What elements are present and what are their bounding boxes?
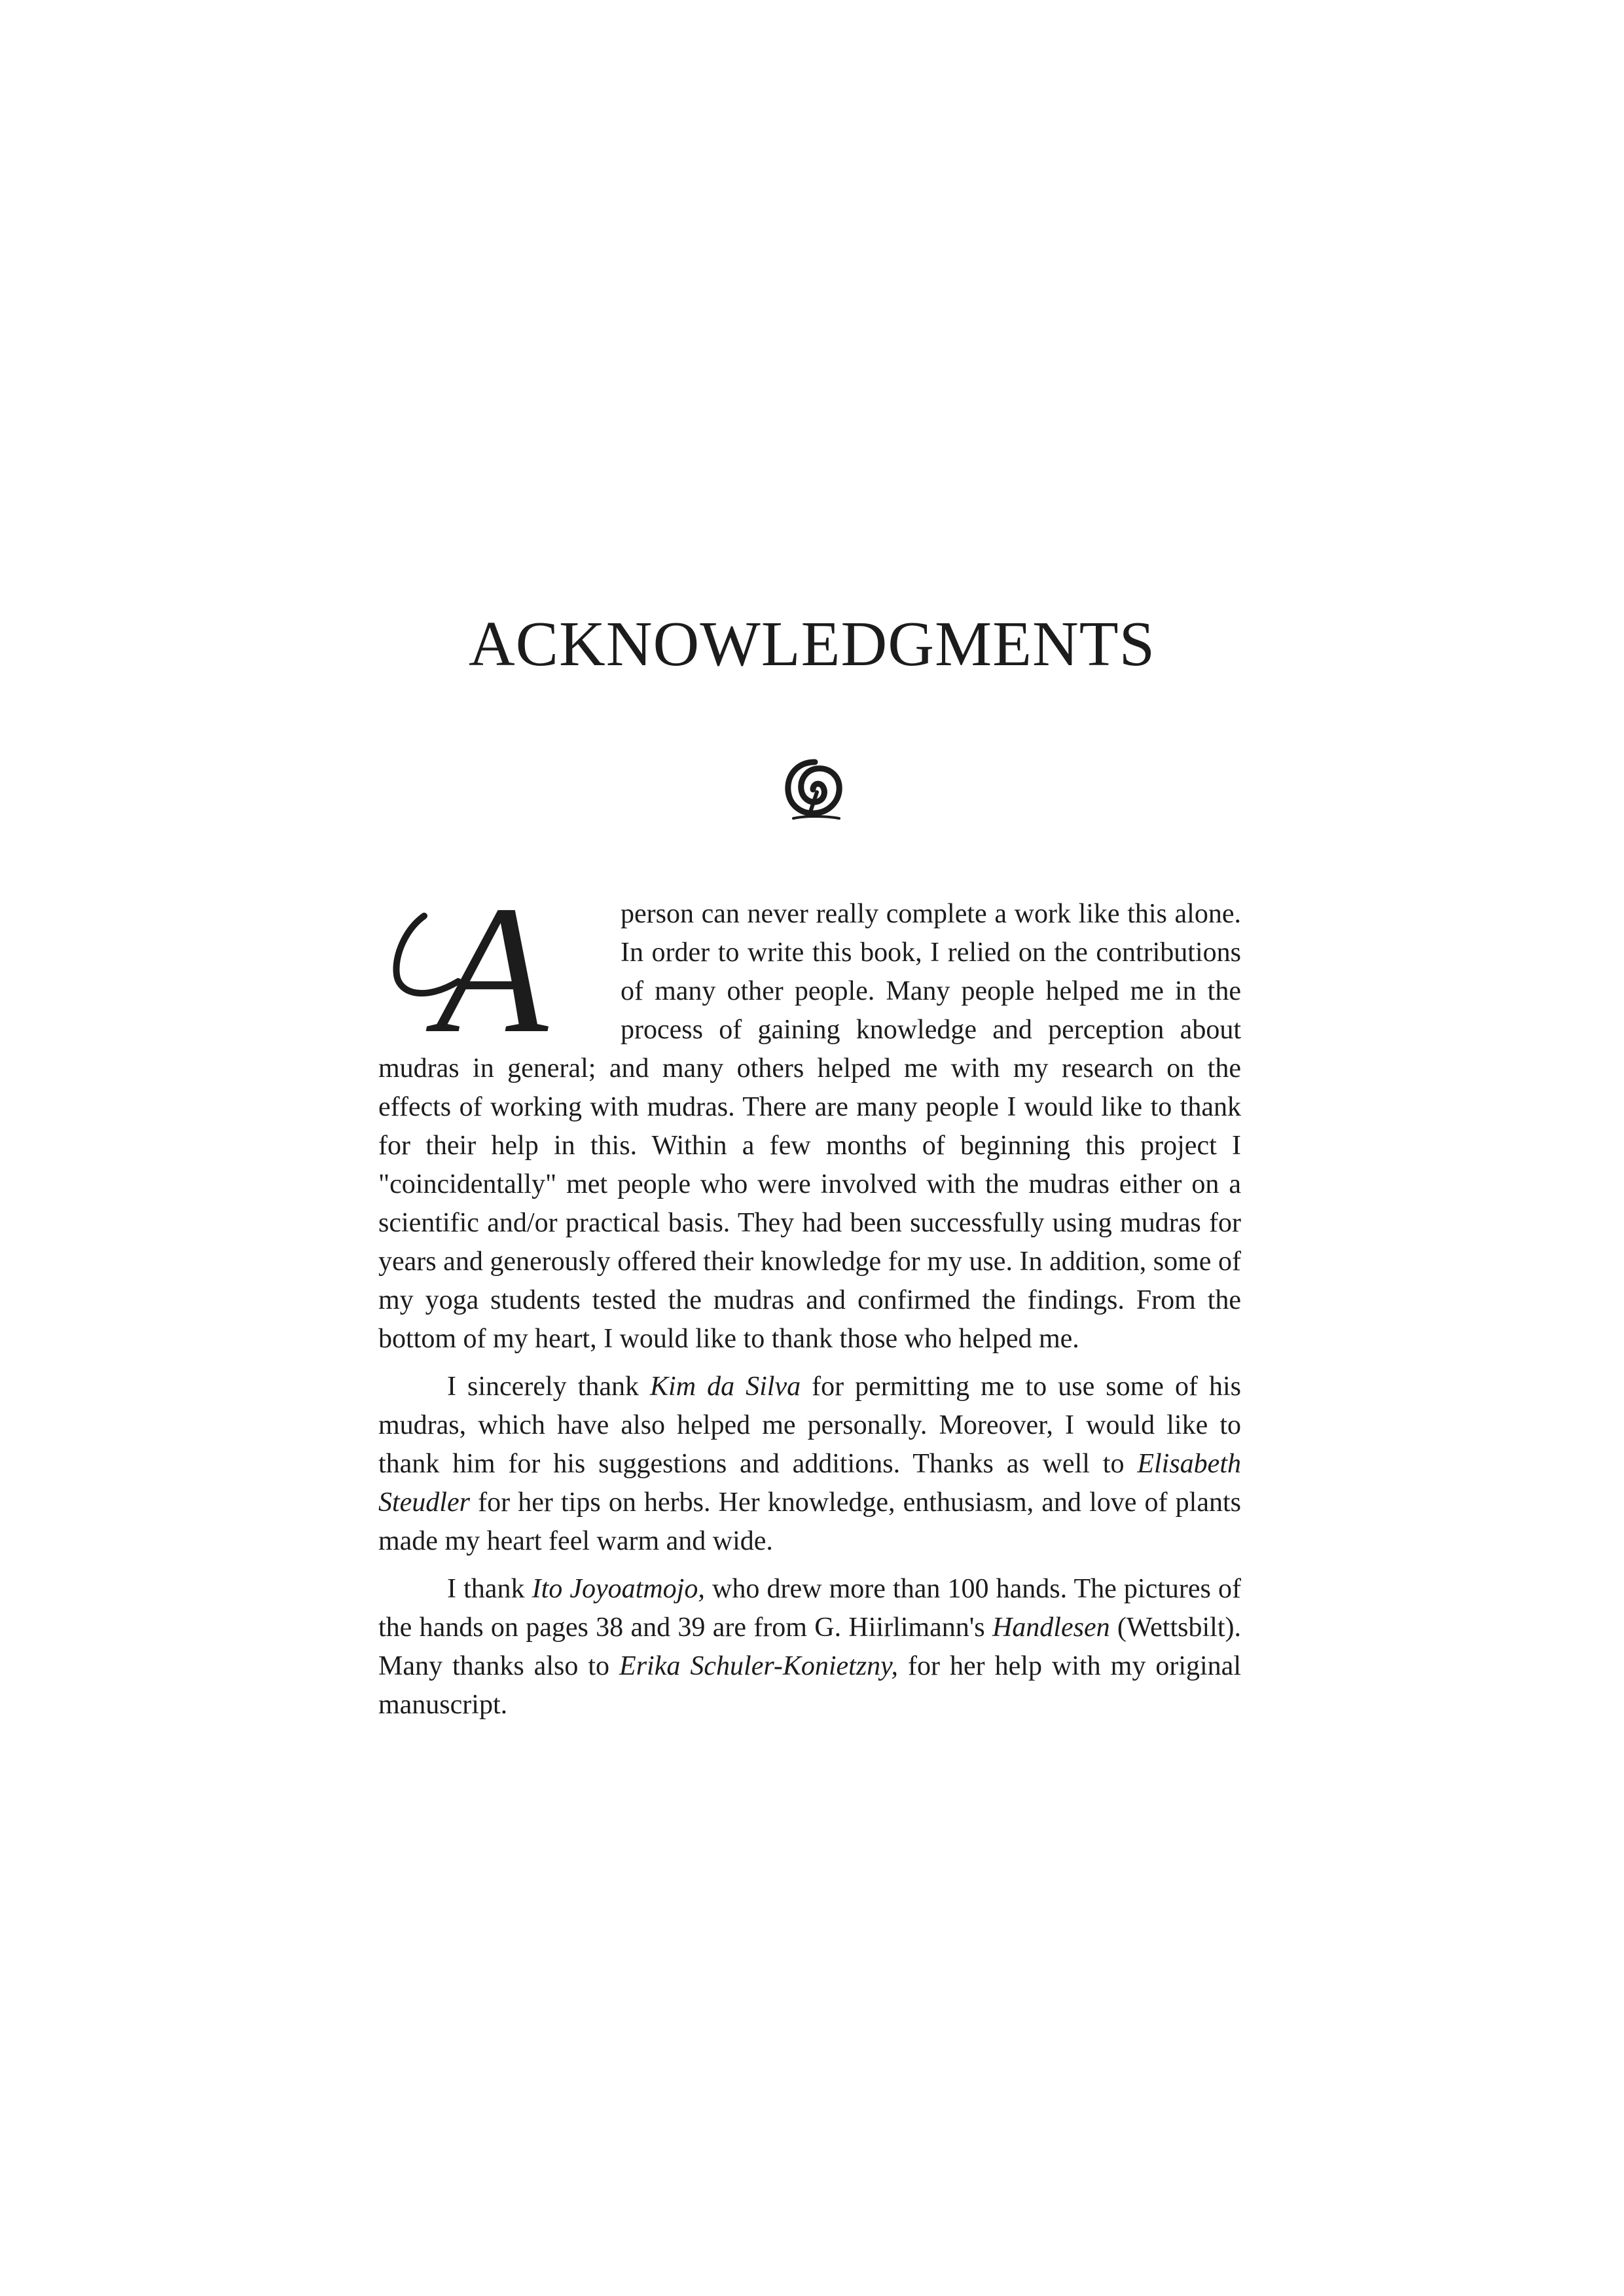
page-title: ACKNOWLEDGMENTS xyxy=(468,609,1156,680)
name-erika-schuler-konietzny: Erika Schuler-Konietzny, xyxy=(619,1651,898,1681)
book-title-handlesen: Handlesen xyxy=(992,1613,1110,1643)
spiral-ornament-icon xyxy=(779,753,851,825)
name-kim-da-silva: Kim da Silva xyxy=(650,1372,801,1402)
paragraph-2-text-2: for permitting me to use some of his mudras, which have also helped me personally. Moreover, I would like to thank him for his suggestions and additions. Thanks as well to xyxy=(378,1372,1241,1479)
drop-cap-letter: A xyxy=(436,867,549,1071)
name-ito-joyoatmojo: Ito Joyoatmojo, xyxy=(532,1574,705,1604)
paragraph-2-text-1: I sincerely thank xyxy=(447,1372,651,1402)
paragraph-2 xyxy=(378,1368,1241,1561)
paragraph-1-text: person can never really complete a work like this alone. In order to write this book, I relied on the contributions of many other people. Many people helped me in the process of gaining knowledge and perception about mudras in general; and many others helped me with my research on the effects of working with mudras. There are many people I would like to thank for their help in this. Within a few months of beginning this project I "coincidentally" met people who were involved with the mudras either on a scientific and/or practical basis. They had been successfully using mudras for years and generously offered their knowledge for my use. In addition, some of my yoga students tested the mudras and confirmed the findings. From the bottom of my heart, I would like to thank those who helped me. xyxy=(378,899,1241,1354)
drop-cap xyxy=(378,867,621,1071)
paragraph-3-text-2: who drew more than 100 hands. The pictures of the hands on pages 38 and 39 are from G. Hiirlimann's xyxy=(378,1574,1242,1643)
paragraph-2-text-3: for her tips on herbs. Her knowledge, enthusiasm, and love of plants made my heart feel warm and wide. xyxy=(378,1487,1241,1556)
name-elisabeth-steudler: Elisabeth Steudler xyxy=(378,1449,1241,1518)
paragraph-3-text-4: for her help with my original manuscript. xyxy=(378,1651,1241,1720)
paragraph-1 xyxy=(378,867,1241,1358)
acknowledgments-body xyxy=(378,867,1242,1724)
paragraph-3-text-3: (Wettsbilt). Many thanks also to xyxy=(378,1613,1241,1681)
paragraph-3-text-1: I thank xyxy=(447,1574,532,1604)
paragraph-3 xyxy=(378,1570,1241,1724)
